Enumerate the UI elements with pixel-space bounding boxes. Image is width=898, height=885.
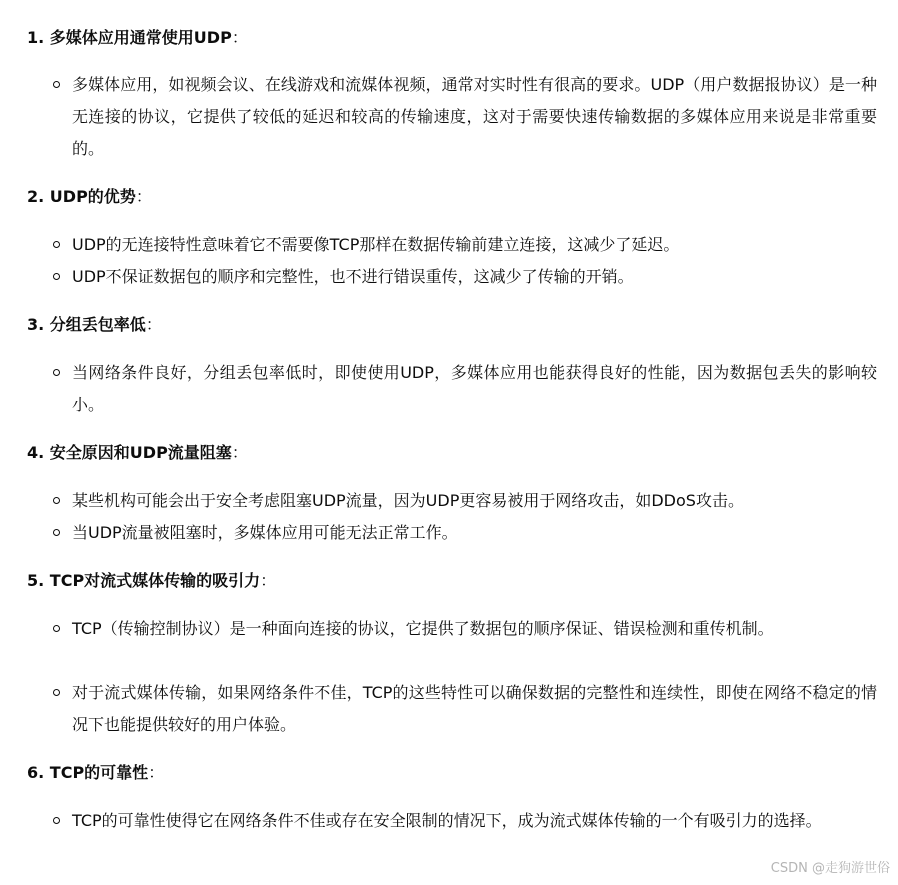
section-colon: ：	[231, 28, 248, 47]
list-item: UDP的无连接特性意味着它不需要像TCP那样在数据传输前建立连接，这减少了延迟。	[72, 235, 680, 254]
bullet-icon	[53, 241, 60, 248]
section-number: 6.	[27, 763, 45, 782]
section-colon: ：	[231, 443, 248, 462]
section-colon: ：	[145, 315, 162, 334]
list-item: TCP的可靠性使得它在网络条件不佳或存在安全限制的情况下，成为流式媒体传输的一个有吸引力的选择。	[72, 811, 822, 830]
section-number: 3.	[27, 315, 45, 334]
list-item: 当UDP流量被阻塞时，多媒体应用可能无法正常工作。	[72, 523, 458, 542]
list-item: 某些机构可能会出于安全考虑阻塞UDP流量，因为UDP更容易被用于网络攻击，如DDoS攻击。	[72, 491, 744, 510]
watermark: CSDN @走狗游世俗	[770, 861, 890, 876]
list-item: 当网络条件良好，分组丢包率低时，即使使用UDP，多媒体应用也能获得良好的性能，因为数据包丢失的影响较小。	[72, 363, 877, 414]
section-heading-5	[27, 570, 276, 592]
bullet-icon	[53, 689, 60, 696]
list-item: 对于流式媒体传输，如果网络条件不佳，TCP的这些特性可以确保数据的完整性和连续性，即使在网络不稳定的情况下也能提供较好的用户体验。	[72, 683, 877, 734]
bullet-icon	[53, 497, 60, 504]
list-item: 多媒体应用，如视频会议、在线游戏和流媒体视频，通常对实时性有很高的要求。UDP（用户数据报协议）是一种无连接的协议，它提供了较低的延迟和较高的传输速度，这对于需要快速传输数据的多媒体应用来说是非常重要的。	[72, 75, 877, 158]
section-number: 5.	[27, 571, 45, 590]
section-title: TCP对流式媒体传输的吸引力	[49, 571, 261, 590]
bullet-icon	[53, 81, 60, 88]
section-number: 4.	[27, 443, 45, 462]
section-title: 安全原因和UDP流量阻塞	[49, 443, 232, 462]
bullet-icon	[53, 273, 60, 280]
section-heading-3	[27, 314, 162, 336]
section-heading-4	[27, 442, 248, 464]
section-colon: ：	[148, 763, 165, 782]
section-title: TCP的可靠性	[49, 763, 149, 782]
bullet-icon	[53, 529, 60, 536]
section-heading-6	[27, 762, 164, 784]
list-item: TCP（传输控制协议）是一种面向连接的协议，它提供了数据包的顺序保证、错误检测和重传机制。	[72, 619, 774, 638]
section-heading-1	[27, 27, 248, 49]
section-colon: ：	[135, 187, 152, 206]
section-number: 2.	[27, 187, 45, 206]
section-title: UDP的优势	[49, 187, 136, 206]
bullet-icon	[53, 817, 60, 824]
section-title: 分组丢包率低	[49, 315, 146, 334]
section-colon: ：	[260, 571, 277, 590]
list-item: UDP不保证数据包的顺序和完整性，也不进行错误重传，这减少了传输的开销。	[72, 267, 634, 286]
section-title: 多媒体应用通常使用UDP	[49, 28, 232, 47]
bullet-icon	[53, 369, 60, 376]
section-heading-2	[27, 186, 152, 208]
section-number: 1.	[27, 28, 45, 47]
bullet-icon	[53, 625, 60, 632]
